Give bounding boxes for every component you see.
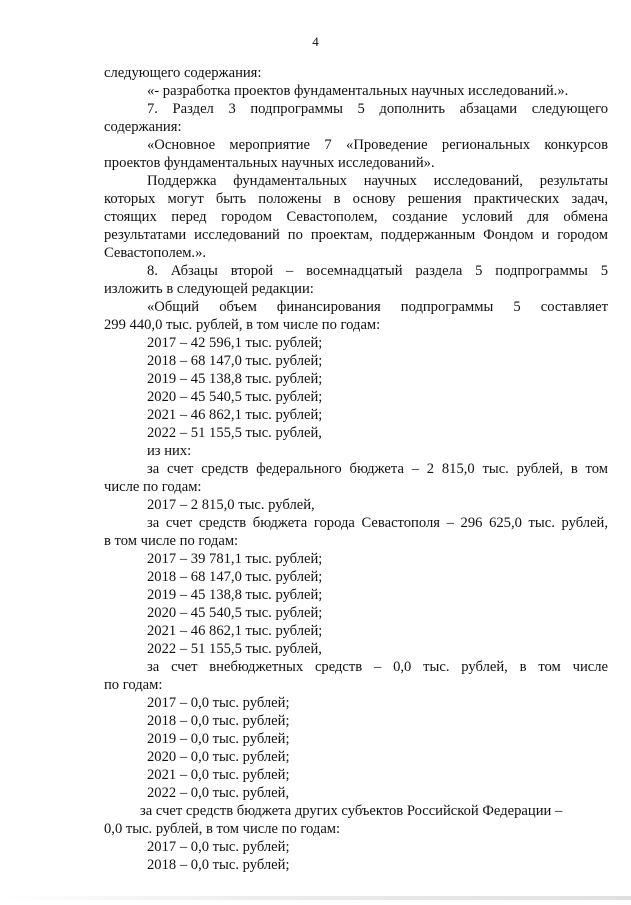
text-line: проектов фундаментальных научных исследований». (104, 155, 435, 171)
text-line: «Основное мероприятие 7 «Проведение региональных конкурсов (147, 137, 608, 153)
scan-edge (0, 896, 631, 900)
text-line: 2017 – 0,0 тыс. рублей; (147, 839, 290, 855)
text-line: 2022 – 51 155,5 тыс. рублей, (147, 641, 322, 657)
text-line: 2021 – 0,0 тыс. рублей; (147, 767, 290, 783)
text-line: 2021 – 46 862,1 тыс. рублей; (147, 623, 323, 639)
text-line: 2018 – 68 147,0 тыс. рублей; (147, 569, 323, 585)
text-line: 2021 – 46 862,1 тыс. рублей; (147, 407, 323, 423)
text-line: 8. Абзацы второй – восемнадцатый раздела 5 подпрограммы 5 (147, 263, 608, 279)
text-line: из них: (147, 443, 192, 459)
text-line: 2017 – 2 815,0 тыс. рублей, (147, 497, 315, 513)
text-line: 2017 – 0,0 тыс. рублей; (147, 695, 290, 711)
text-line: «Общий объем финансирования подпрограммы 5 составляет (147, 299, 608, 315)
text-line: 2018 – 0,0 тыс. рублей; (147, 857, 290, 873)
text-line: 2019 – 45 138,8 тыс. рублей; (147, 587, 323, 603)
text-line: 2020 – 0,0 тыс. рублей; (147, 749, 290, 765)
text-line: 2018 – 0,0 тыс. рублей; (147, 713, 290, 729)
text-line: за счет средств бюджета других субъектов Российской Федерации – (140, 803, 563, 819)
text-line: содержания: (104, 119, 182, 135)
text-line: «- разработка проектов фундаментальных научных исследований.». (147, 83, 569, 99)
text-line: 2020 – 45 540,5 тыс. рублей; (147, 389, 323, 405)
text-line: 2020 – 45 540,5 тыс. рублей; (147, 605, 323, 621)
text-line: 2022 – 51 155,5 тыс. рублей, (147, 425, 322, 441)
text-line: результатами исследований по проектам, поддержанным Фондом и городом (104, 227, 608, 243)
text-line: в том числе по годам: (104, 533, 239, 549)
text-line: которых могут быть положены в основу решения практических задач, (104, 191, 608, 207)
text-line: Севастополем.». (104, 245, 207, 261)
text-line: Поддержка фундаментальных научных исследований, результаты (147, 173, 608, 189)
text-line: следующего содержания: (104, 65, 262, 81)
text-line: за счет средств бюджета города Севастополя – 296 625,0 тыс. рублей, (147, 515, 608, 531)
text-line: 2019 – 45 138,8 тыс. рублей; (147, 371, 323, 387)
page-number: 4 (312, 34, 319, 49)
text-line: 299 440,0 тыс. рублей, в том числе по годам: (104, 317, 381, 333)
text-line: за счет внебюджетных средств – 0,0 тыс. рублей, в том числе (147, 659, 608, 675)
text-line: 2018 – 68 147,0 тыс. рублей; (147, 353, 323, 369)
text-line: числе по годам: (104, 479, 202, 495)
text-line: 2017 – 42 596,1 тыс. рублей; (147, 335, 323, 351)
text-line: 2017 – 39 781,1 тыс. рублей; (147, 551, 323, 567)
text-line: изложить в следующей редакции: (104, 281, 314, 297)
text-line: за счет средств федерального бюджета – 2 815,0 тыс. рублей, в том (147, 461, 608, 477)
text-line: 2022 – 0,0 тыс. рублей, (147, 785, 290, 801)
text-line: 7. Раздел 3 подпрограммы 5 дополнить абзацами следующего (147, 101, 608, 117)
text-line: стоящих перед городом Севастополем, создание условий для обмена (104, 209, 608, 225)
document-body (104, 64, 608, 874)
text-line: 0,0 тыс. рублей, в том числе по годам: (104, 821, 341, 837)
text-line: 2019 – 0,0 тыс. рублей; (147, 731, 290, 747)
text-line: по годам: (104, 677, 163, 693)
